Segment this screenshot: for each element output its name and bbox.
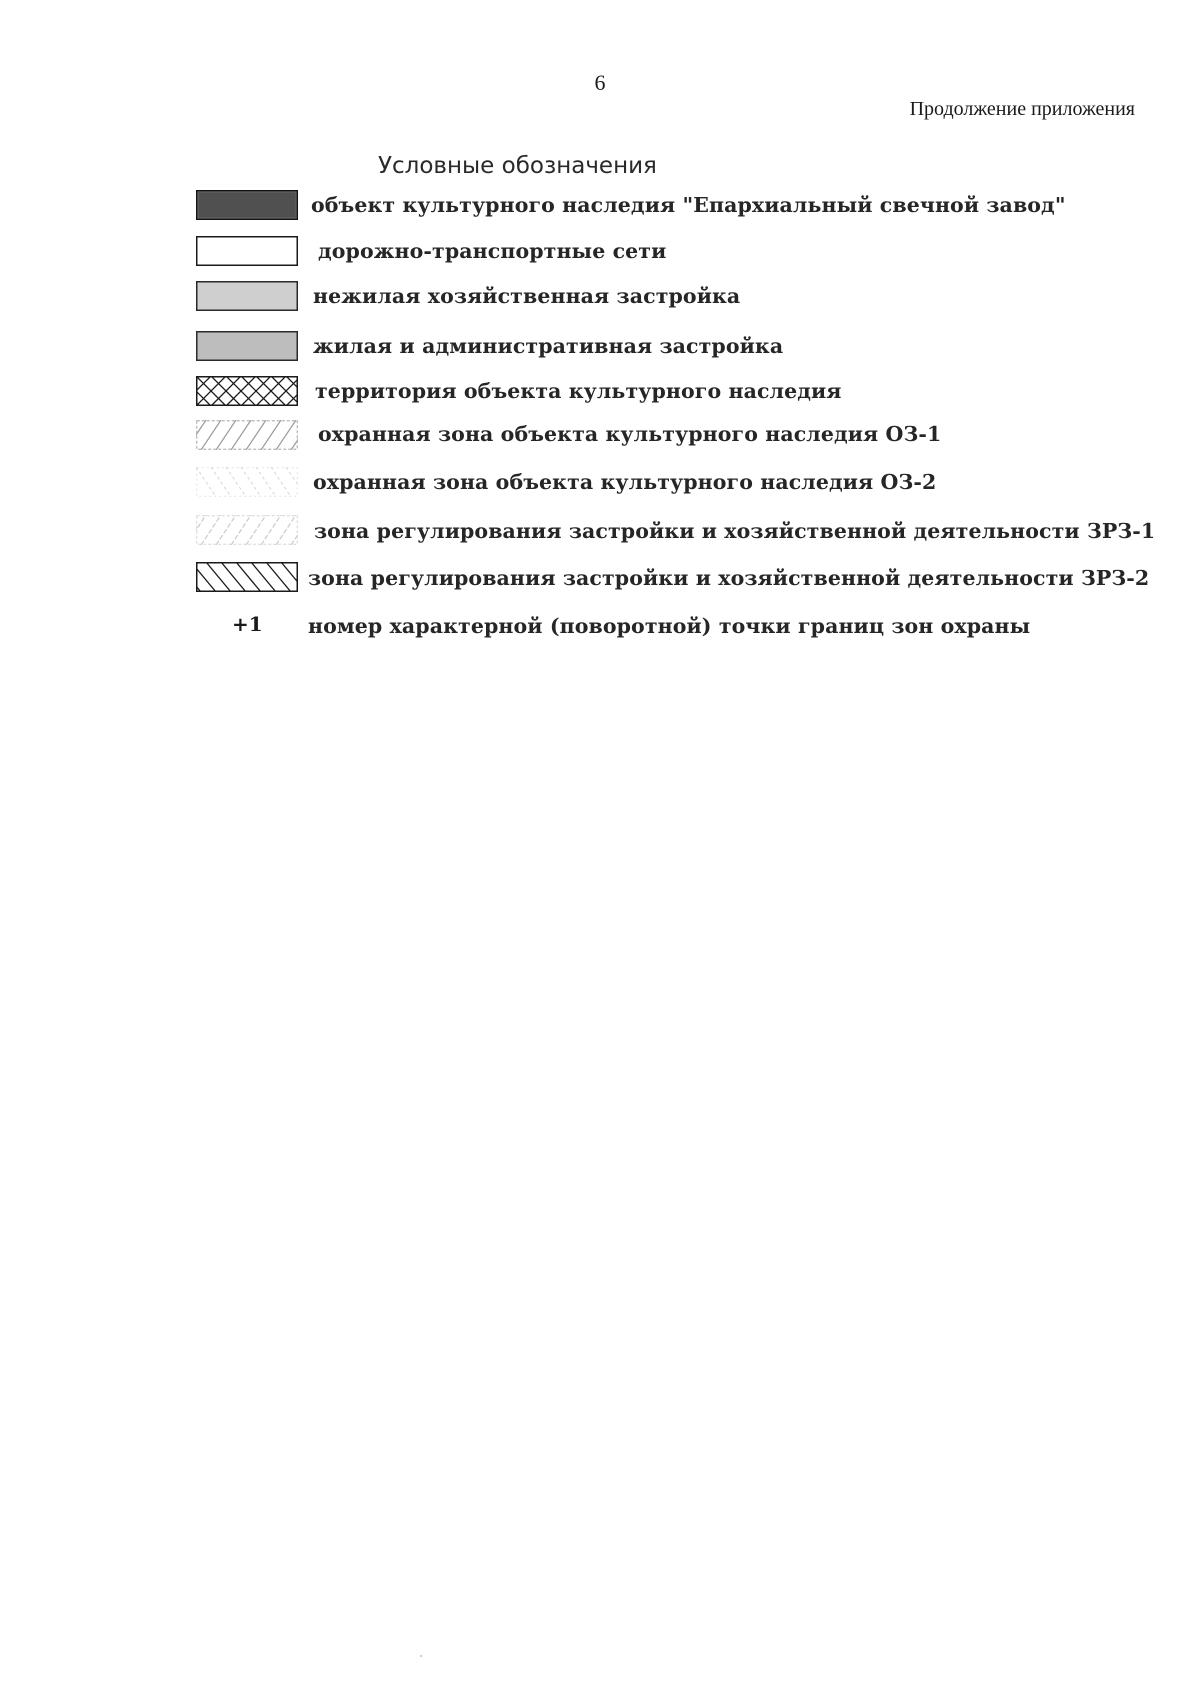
legend-item-label: дорожно-транспортные сети <box>318 239 667 263</box>
legend-item-label: зона регулирования застройки и хозяйственной деятельности ЗРЗ-2 <box>308 566 1150 590</box>
legend-item-label: охранная зона объекта культурного наследия ОЗ-1 <box>318 422 942 446</box>
turning-point-marker-icon: +1 <box>232 612 263 636</box>
page-number: 6 <box>594 70 606 95</box>
legend-item-label: объект культурного наследия "Епархиальный свечной завод" <box>311 193 1066 217</box>
continuation-caption: Продолжение приложения <box>909 98 1135 120</box>
legend-item-heritage-object <box>0 190 1200 226</box>
legend-item-non-residential <box>0 281 1200 317</box>
legend-item-regulation-zone-1 <box>0 515 1200 551</box>
legend-item-turning-point <box>0 612 1200 648</box>
cross-hatch-swatch-icon <box>196 376 298 406</box>
legend-title: Условные обозначения <box>378 153 657 179</box>
legend-item-label: территория объекта культурного наследия <box>315 379 842 403</box>
legend-item-label: охранная зона объекта культурного наследия ОЗ-2 <box>313 470 937 494</box>
legend-item-heritage-territory <box>0 376 1200 412</box>
back-hatch-swatch-icon <box>196 562 298 592</box>
legend-item-regulation-zone-2 <box>0 562 1200 598</box>
legend-item-protection-zone-2 <box>0 467 1200 503</box>
dark-fill-swatch-icon <box>196 190 298 220</box>
legend-item-protection-zone-1 <box>0 420 1200 456</box>
light-gray-fill-swatch-icon <box>196 281 298 311</box>
legend-item-residential <box>0 331 1200 367</box>
faint-forward-hatch-swatch-icon <box>196 515 298 545</box>
legend-item-label: нежилая хозяйственная застройка <box>313 284 741 308</box>
faint-back-hatch-swatch-icon <box>196 467 298 497</box>
scan-speck <box>420 1655 422 1657</box>
legend-item-label: жилая и административная застройка <box>313 334 784 358</box>
white-fill-swatch-icon <box>196 236 298 266</box>
forward-hatch-swatch-icon <box>196 420 298 450</box>
legend-item-road-network <box>0 236 1200 272</box>
legend-item-label: зона регулирования застройки и хозяйственной деятельности ЗРЗ-1 <box>314 519 1156 543</box>
gray-fill-swatch-icon <box>196 331 298 361</box>
legend-item-label: номер характерной (поворотной) точки границ зон охраны <box>308 614 1031 638</box>
